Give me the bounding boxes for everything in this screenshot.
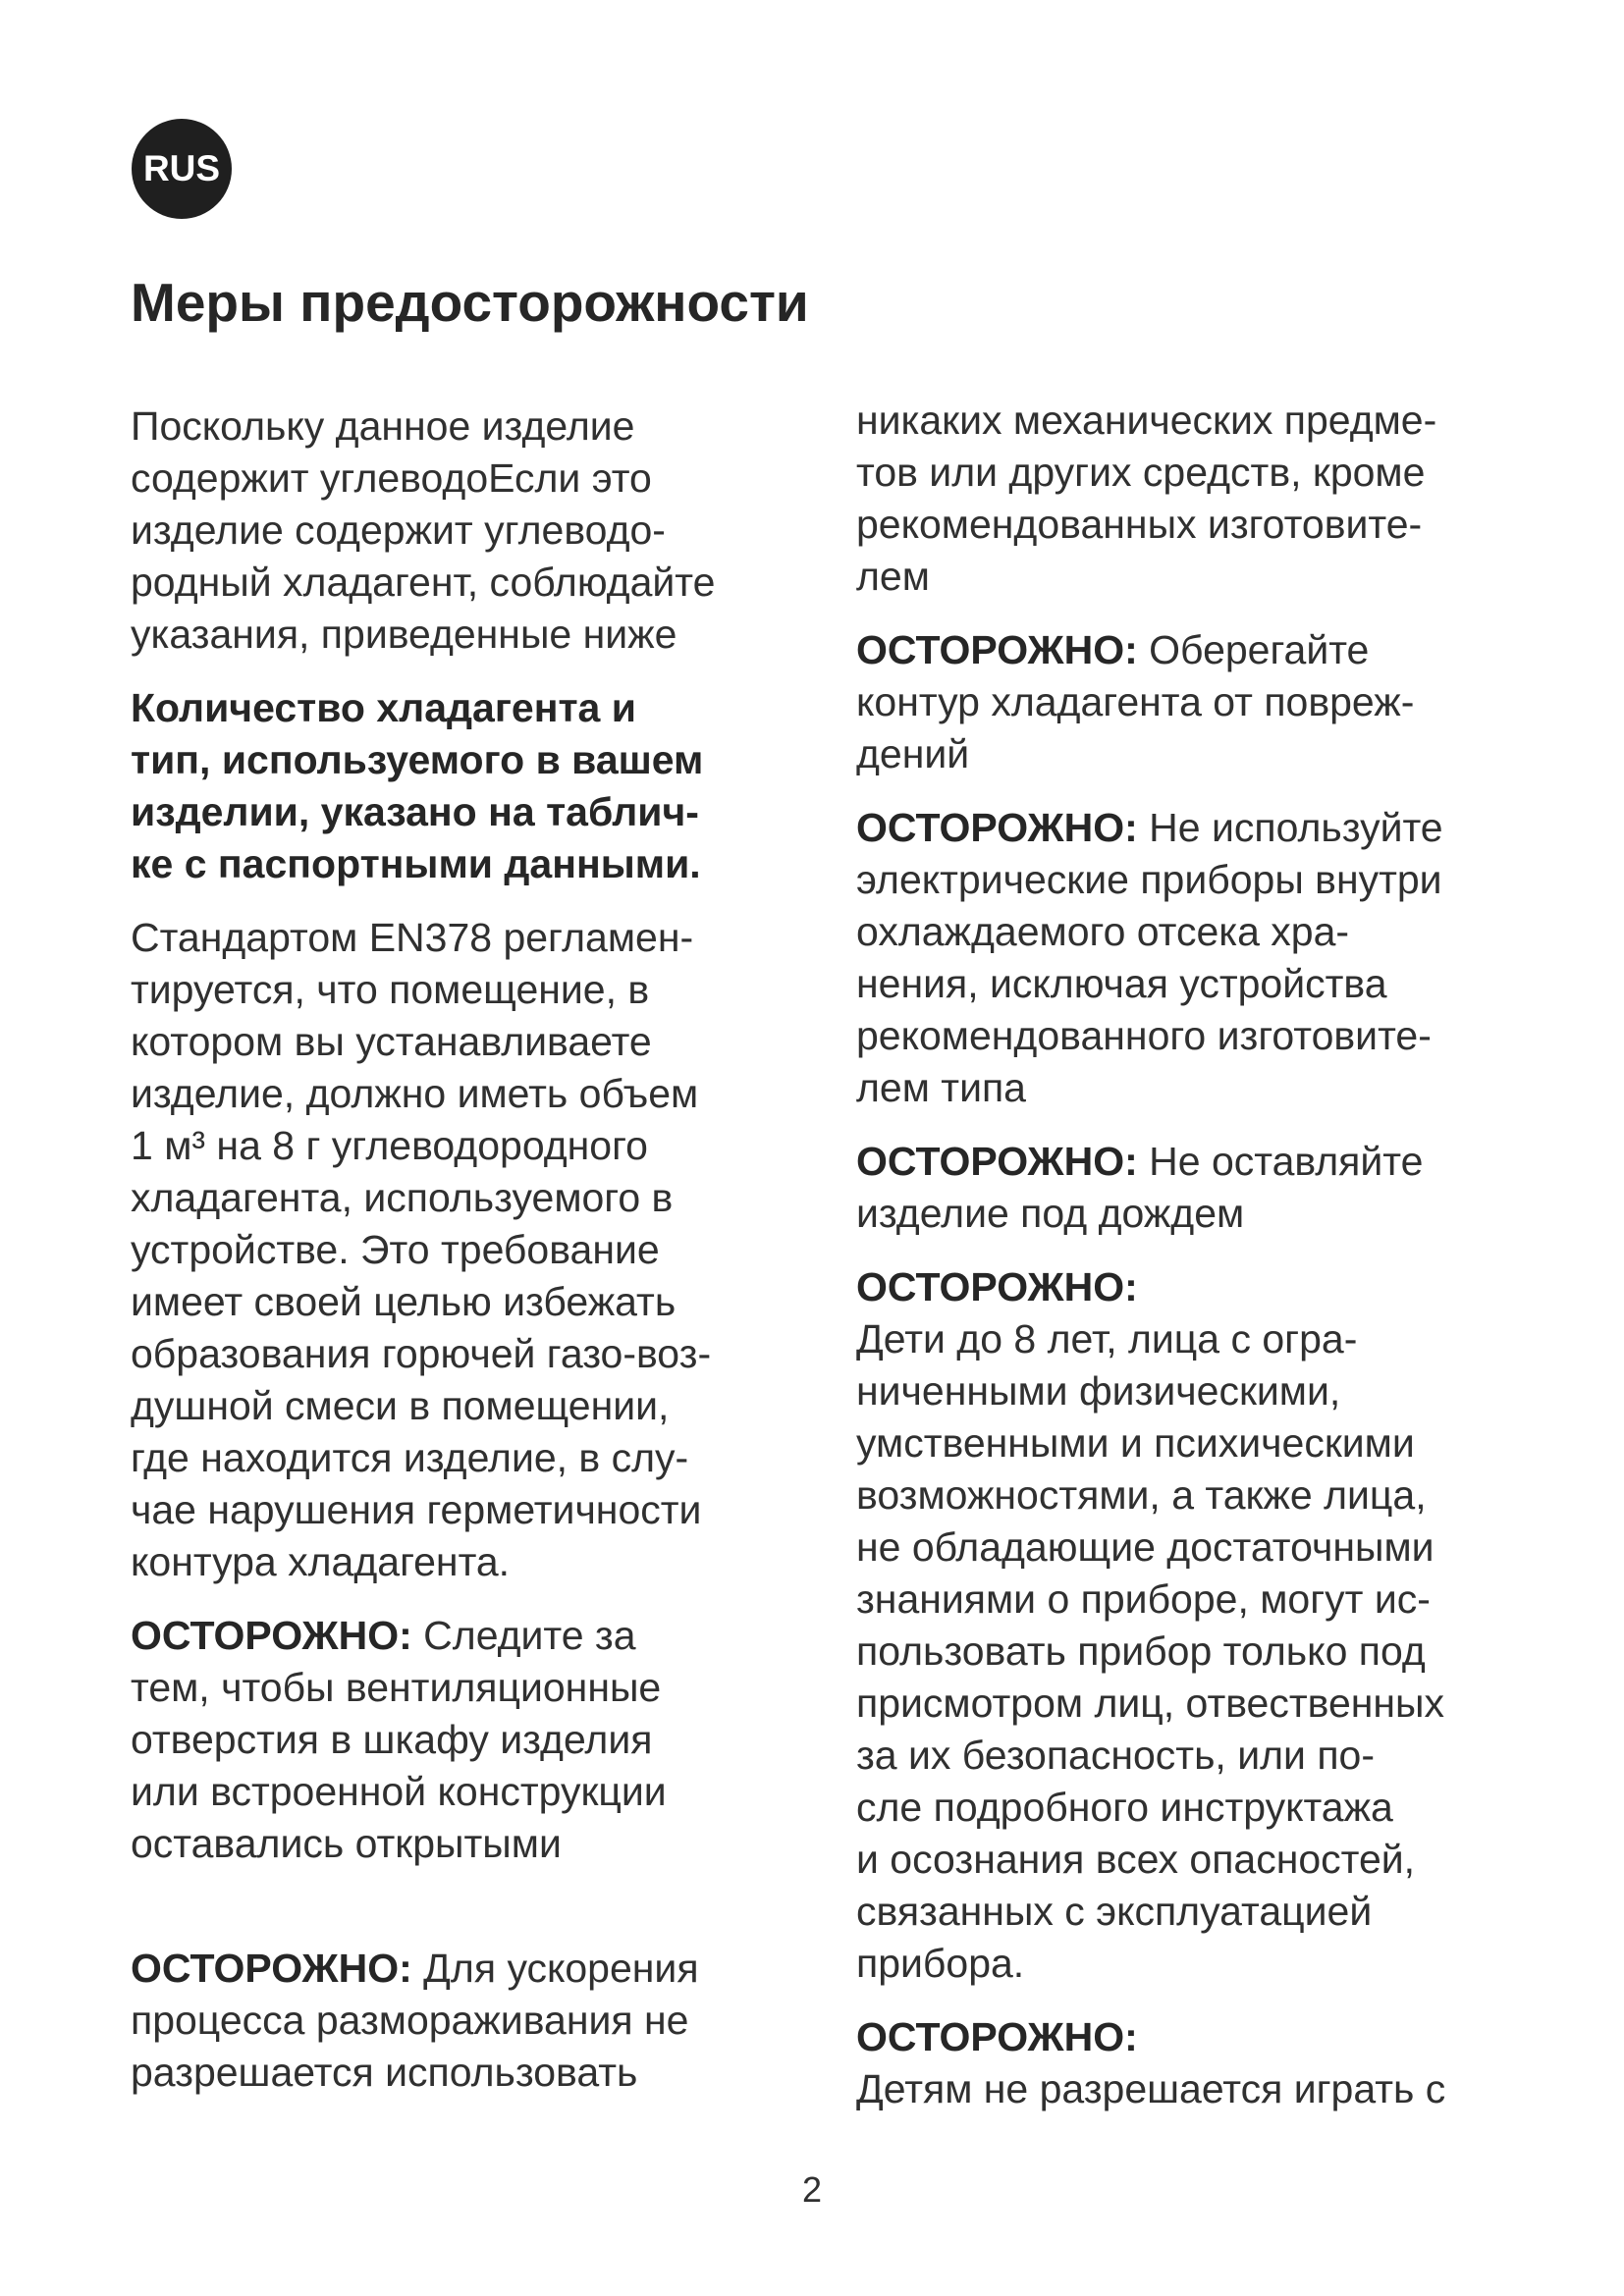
text-line: хладагента, используемого в [131, 1175, 674, 1220]
page-number: 2 [801, 2169, 823, 2210]
text-line: электрические приборы внутри [856, 857, 1442, 902]
right-column [856, 395, 1543, 2137]
text-line: Дети до 8 лет, лица с огра- [856, 1316, 1358, 1362]
text-line: ниченными физическими, [856, 1368, 1341, 1414]
text-line [131, 1610, 818, 1662]
text-line: Детям не разрешается играть с [856, 2066, 1446, 2111]
text-line: присмотром лиц, отвественных [856, 1681, 1445, 1726]
text-line: связанных с эксплуатацией [856, 1889, 1373, 1934]
text-line: контура хладагента. [131, 1539, 511, 1584]
text-line: Стандартом EN378 регламен- [131, 915, 694, 960]
text-line: тируется, что помещение, в [131, 967, 650, 1012]
refrigerant-quantity-paragraph [131, 682, 818, 890]
warning-children-supervision [856, 1261, 1543, 1990]
text-line: лем типа [856, 1065, 1026, 1110]
language-badge-label: RUS [142, 148, 221, 188]
text-line: разрешается использовать [131, 2050, 638, 2095]
text-line: Поскольку данное изделие [131, 403, 635, 449]
text-line: и осознания всех опасностей, [856, 1837, 1416, 1882]
text-line: изделие, должно иметь объем [131, 1071, 699, 1116]
warning-ventilation [131, 1610, 818, 1870]
text-line [856, 1136, 1543, 1188]
text-line: возможностями, а также лица, [856, 1472, 1427, 1518]
text-line: где находится изделие, в слу- [131, 1435, 689, 1480]
text-line: тов или других средств, кроме [856, 450, 1426, 495]
text-line: знаниями о приборе, могут ис- [856, 1576, 1431, 1622]
text-line: ке с паспортными данными. [131, 841, 701, 886]
text-line: родный хладагент, соблюдайте [131, 560, 716, 605]
continuation-paragraph [856, 395, 1543, 603]
text-line: изделие содержит углеводо- [131, 507, 666, 553]
warning-label: ОСТОРОЖНО: [856, 627, 1138, 672]
text-line: никаких механических предме- [856, 398, 1437, 443]
text-line: или встроенной конструкции [131, 1769, 667, 1814]
intro-paragraph [131, 400, 818, 661]
text-line: умственными и психическими [856, 1420, 1415, 1466]
text-line: лем [856, 554, 930, 599]
warning-defrosting [131, 1943, 818, 2099]
warning-text: Не используйте [1137, 805, 1443, 850]
text-line: изделии, указано на таблич- [131, 789, 699, 834]
warning-text: Для ускорения [411, 1946, 699, 1991]
text-line: сле подробного инструктажа [856, 1785, 1393, 1830]
text-line: душной смеси в помещении, [131, 1383, 670, 1428]
left-column [131, 400, 818, 2120]
text-line: тем, чтобы вентиляционные [131, 1665, 662, 1710]
text-line: процесса размораживания не [131, 1998, 689, 2043]
en378-paragraph [131, 912, 818, 1588]
language-badge [132, 119, 232, 219]
text-line: контур хладагента от повреж- [856, 679, 1415, 724]
spacer [131, 1892, 818, 1943]
warning-text: Следите за [411, 1613, 636, 1658]
text-line: чае нарушения герметичности [131, 1487, 702, 1532]
text-line: за их безопасность, или по- [856, 1733, 1375, 1778]
text-line: устройстве. Это требование [131, 1227, 660, 1272]
page-title: Меры предосторожности [131, 272, 809, 333]
warning-label: ОСТОРОЖНО: [856, 805, 1138, 850]
text-line: образования горючей газо-воз- [131, 1331, 712, 1376]
text-line: не обладающие достаточными [856, 1524, 1435, 1570]
text-line: указания, приведенные ниже [131, 612, 677, 657]
warning-children-play [856, 2011, 1543, 2115]
warning-label: ОСТОРОЖНО: [856, 1264, 1138, 1309]
text-line: рекомендованных изготовите- [856, 502, 1423, 547]
text-line: изделие под дождем [856, 1191, 1245, 1236]
warning-electrical [856, 802, 1543, 1114]
text-line: охлаждаемого отсека хра- [856, 909, 1350, 954]
text-line: имеет своей целью избежать [131, 1279, 677, 1324]
text-line: содержит углеводоЕсли это [131, 455, 652, 501]
warning-text: Не оставляйте [1137, 1139, 1424, 1184]
text-line: оставались открытыми [131, 1821, 562, 1866]
text-line [856, 802, 1543, 854]
text-line [131, 1943, 818, 1995]
warning-label: ОСТОРОЖНО: [131, 1946, 412, 1991]
text-line: дений [856, 731, 970, 776]
text-line: прибора. [856, 1941, 1025, 1986]
warning-circuit [856, 624, 1543, 780]
text-line: рекомендованного изготовите- [856, 1013, 1432, 1058]
text-line: 1 м³ на 8 г углеводородного [131, 1123, 648, 1168]
warning-label: ОСТОРОЖНО: [131, 1613, 412, 1658]
warning-text: Оберегайте [1137, 627, 1370, 672]
text-line: Количество хладагента и [131, 685, 636, 730]
warning-rain [856, 1136, 1543, 1240]
warning-label: ОСТОРОЖНО: [856, 1139, 1138, 1184]
warning-label: ОСТОРОЖНО: [856, 2014, 1138, 2059]
text-line: отверстия в шкафу изделия [131, 1717, 653, 1762]
text-line: нения, исключая устройства [856, 961, 1387, 1006]
text-line: котором вы устанавливаете [131, 1019, 652, 1064]
text-line: тип, используемого в вашем [131, 737, 704, 782]
text-line: пользовать прибор только под [856, 1629, 1426, 1674]
text-line [856, 624, 1543, 676]
